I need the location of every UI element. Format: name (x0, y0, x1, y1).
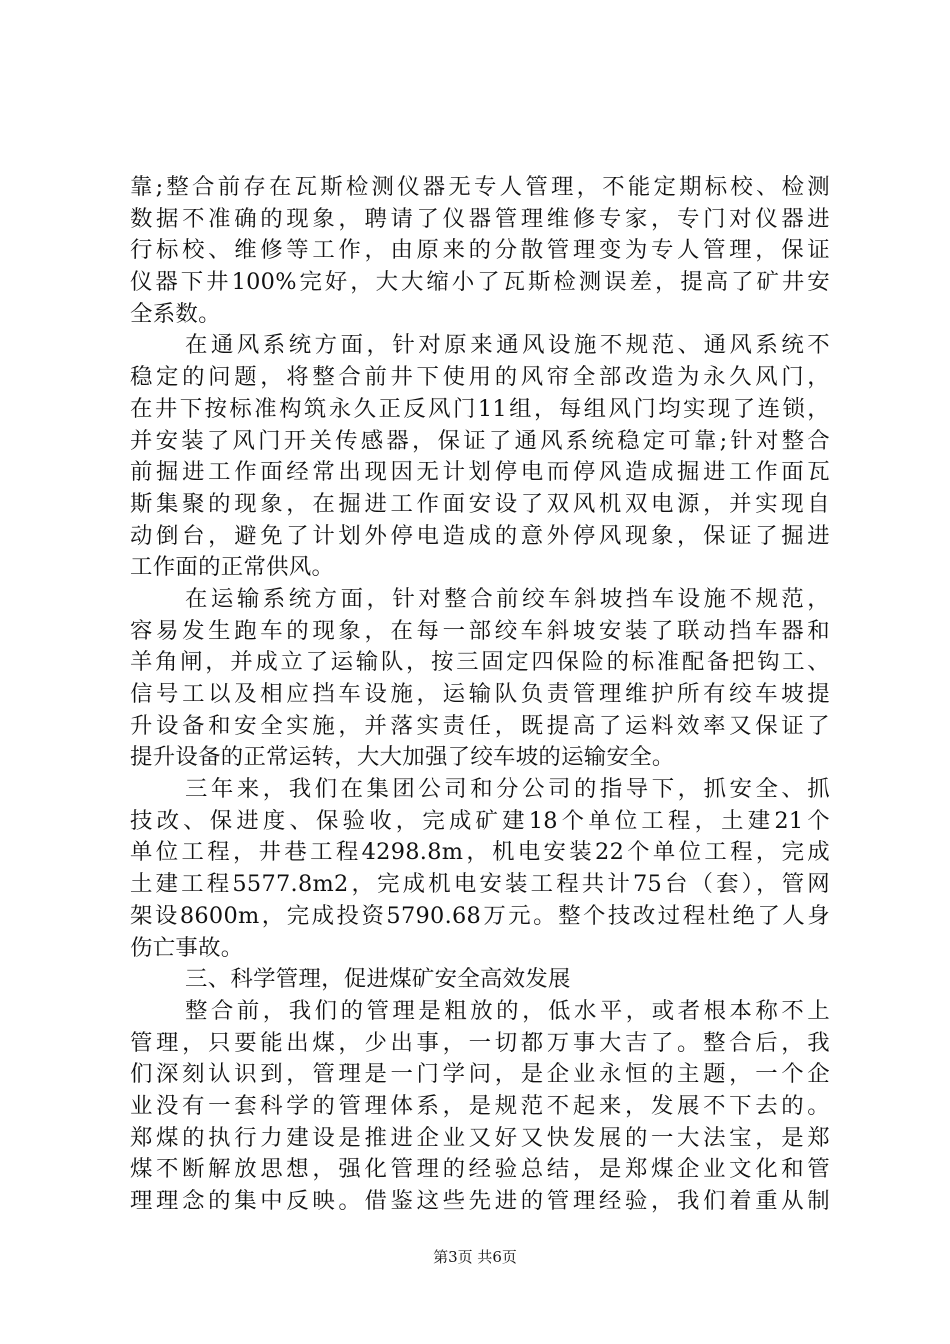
text-line: 信号工以及相应挡车设施，运输队负责管理维护所有绞车坡提 (130, 681, 830, 707)
text-line: 容易发生跑车的现象，在每一部绞车斜坡安装了联动挡车器和 (130, 617, 830, 644)
text-line: 羊角闸，并成立了运输队，按三固定四保险的标准配备把钩工、 (130, 649, 830, 676)
paragraph-first-line: 在通风系统方面，针对原来通风设施不规范、通风系统不 (185, 332, 830, 359)
body-text (130, 172, 830, 1218)
text-line: 在井下按标准构筑永久正反风门11组，每组风门均实现了连锁， (130, 395, 830, 422)
text-line: 管理，只要能出煤，少出事，一切都万事大吉了。整合后，我 (130, 1029, 830, 1056)
page-number-footer: 第3页 共6页 (433, 1248, 517, 1266)
text-line: 架设8600m，完成投资5790.68万元。整个技改过程杜绝了人身 (130, 902, 830, 929)
text-line: 行标校、维修等工作，由原来的分散管理变为专人管理，保证 (130, 237, 830, 264)
text-line: 仪器下井100%完好，大大缩小了瓦斯检测误差，提高了矿井安 (130, 269, 830, 296)
paragraph-first-line: 三年来，我们在集团公司和分公司的指导下，抓安全、抓 (185, 776, 830, 803)
text-line: 业没有一套科学的管理体系，是规范不起来，发展不下去的。 (130, 1092, 830, 1119)
text-line: 升设备和安全实施，并落实责任，既提高了运料效率又保证了 (130, 712, 830, 739)
text-line: 斯集聚的现象，在掘进工作面安设了双风机双电源，并实现自 (130, 490, 830, 517)
text-line: 数据不准确的现象，聘请了仪器管理维修专家，专门对仪器进 (130, 205, 830, 232)
paragraph-first-line: 整合前，我们的管理是粗放的，低水平，或者根本称不上 (185, 997, 830, 1024)
paragraph-first-line: 在运输系统方面，针对整合前绞车斜坡挡车设施不规范， (185, 585, 830, 612)
text-line: 靠;整合前存在瓦斯检测仪器无专人管理，不能定期标校、检测 (130, 174, 830, 200)
text-line: 并安装了风门开关传感器，保证了通风系统稳定可靠;针对整合 (130, 427, 830, 454)
text-line: 理理念的集中反映。借鉴这些先进的管理经验，我们着重从制 (130, 1188, 830, 1214)
text-line: 技改、保进度、保验收，完成矿建18个单位工程，土建21个 (130, 807, 830, 834)
text-line: 稳定的问题，将整合前井下使用的风帘全部改造为永久风门， (130, 364, 830, 391)
text-line: 工作面的正常供风。 (130, 554, 335, 581)
section-heading: 三、科学管理，促进煤矿安全高效发展 (185, 966, 571, 993)
text-line: 们深刻认识到，管理是一门学问，是企业永恒的主题，一个企 (130, 1061, 830, 1088)
text-line: 土建工程5577.8m2，完成机电安装工程共计75台（套），管网 (130, 871, 830, 898)
text-line: 郑煤的执行力建设是推进企业又好又快发展的一大法宝，是郑 (130, 1124, 830, 1151)
text-line: 伤亡事故。 (130, 934, 244, 961)
text-line: 全系数。 (130, 300, 221, 327)
text-line: 动倒台，避免了计划外停电造成的意外停风现象，保证了掘进 (130, 522, 830, 549)
text-line: 单位工程，井巷工程4298.8m，机电安装22个单位工程，完成 (130, 839, 830, 866)
text-line: 煤不断解放思想，强化管理的经验总结，是郑煤企业文化和管 (130, 1156, 830, 1183)
text-line: 前掘进工作面经常出现因无计划停电而停风造成掘进工作面瓦 (130, 459, 830, 486)
text-line: 提升设备的正常运转，大大加强了绞车坡的运输安全。 (130, 744, 675, 771)
